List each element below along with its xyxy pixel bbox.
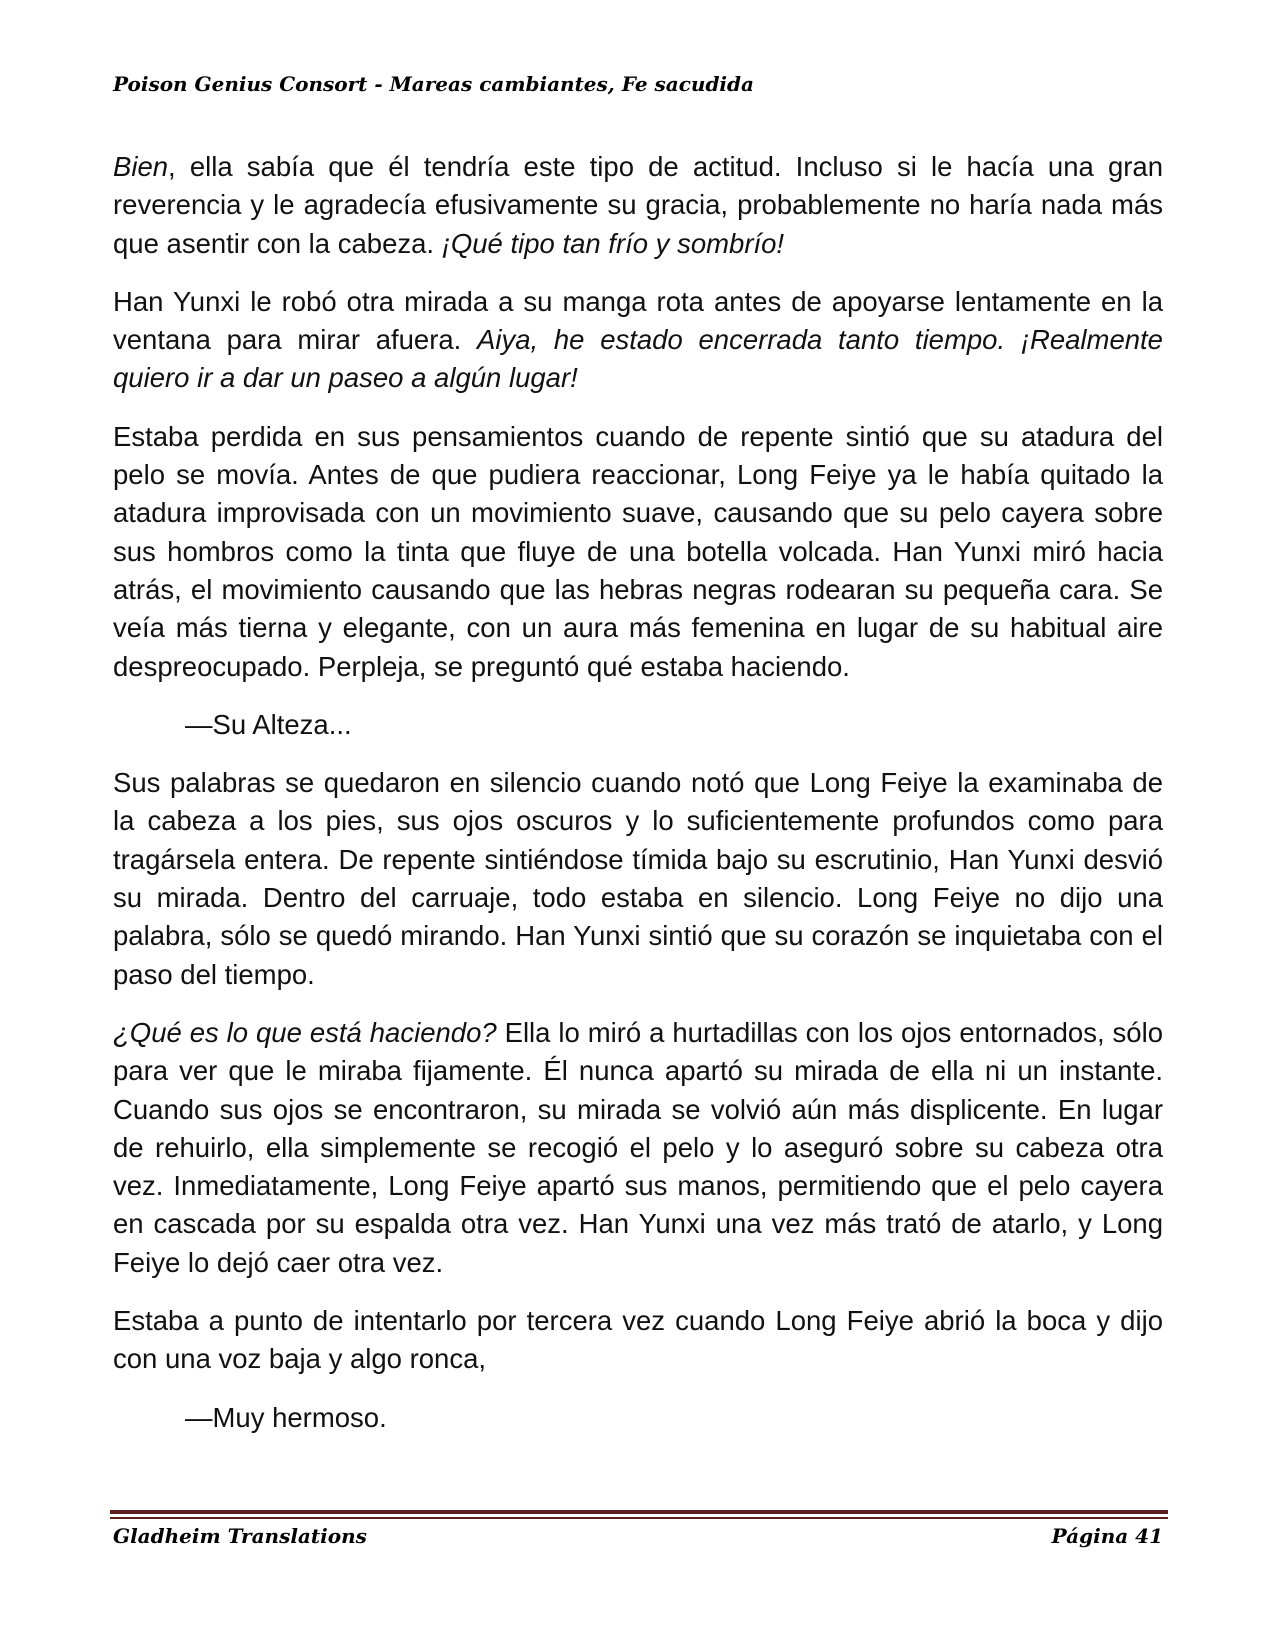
paragraph-2 (113, 283, 1163, 398)
footer-divider-thick (110, 1510, 1168, 1514)
italic-thought: ¡Qué tipo tan frío y sombrío! (441, 227, 785, 259)
paragraph-4: Sus palabras se quedaron en silencio cuando notó que Long Feiye la examinaba de la cabeza a los pies, sus ojos oscuros y lo suficientemente profundos como para tragársela entera. De repente sintiéndose tímida bajo su escrutinio, Han Yunxi desvió su mirada. Dentro del carruaje, todo estaba en silencio. Long Feiye no dijo una palabra, sólo se quedó mirando. Han Yunxi sintió que su corazón se inquietaba con el paso del tiempo. (113, 767, 1163, 990)
text-run: , ella sabía que él tendría este tipo de actitud. Incluso si le hacía una gran reverencia y le agradecía efusivamente su gracia, probablemente no haría nada más que asentir con la cabeza. (113, 151, 1163, 259)
text-run: Ella lo miró a hurtadillas con los ojos entornados, sólo para ver que le miraba fijamente. Él nunca apartó su mirada de ella ni un instante. Cuando sus ojos se encontraron, su mirada se volvió aún más displicente. En lugar de rehuirlo, ella simplemente se recogió el pelo y lo aseguró sobre su cabeza otra vez. Inmediatamente, Long Feiye apartó sus manos, permitiendo que el pelo cayera en cascada por su espalda otra vez. Han Yunxi una vez más trató de atarlo, y Long Feiye lo dejó caer otra vez. (113, 1016, 1163, 1278)
footer-divider-thin (110, 1517, 1168, 1519)
footer-page-number: Página 41 (1051, 1524, 1163, 1548)
italic-thought: ¿Qué es lo que está haciendo? (113, 1016, 497, 1048)
dialogue-line-2: —Muy hermoso. (185, 1401, 387, 1433)
paragraph-6: Estaba a punto de intentarlo por tercera vez cuando Long Feiye abrió la boca y dijo con una voz baja y algo ronca, (113, 1305, 1163, 1375)
running-header-title: Poison Genius Consort - Mareas cambiantes, Fe sacudida (113, 72, 754, 96)
paragraph-3: Estaba perdida en sus pensamientos cuando de repente sintió que su atadura del pelo se movía. Antes de que pudiera reaccionar, Long Feiye ya le había quitado la atadura improvisada con un movimiento suave, causando que su pelo cayera sobre sus hombros como la tinta que fluye de una botella volcada. Han Yunxi miró hacia atrás, el movimiento causando que las hebras negras rodearan su pequeña cara. Se veía más tierna y elegante, con un aura más femenina en lugar de su habitual aire despreocupado. Perpleja, se preguntó qué estaba haciendo. (113, 420, 1163, 682)
text-run: Han Yunxi le robó otra mirada a su manga rota antes de apoyarse lentamente en la ventana para mirar afuera. (113, 285, 1163, 356)
paragraph-5 (113, 1014, 1163, 1282)
italic-phrase: Bien (113, 151, 169, 182)
italic-thought: Aiya, he estado encerrada tanto tiempo. ¡Realmente quiero ir a dar un paseo a algún lugar! (113, 324, 1163, 394)
chapter-body (113, 148, 1163, 1437)
footer-publisher: Gladheim Translations (113, 1524, 367, 1548)
paragraph-1 (113, 148, 1163, 263)
dialogue-line-1: —Su Alteza... (185, 708, 352, 740)
